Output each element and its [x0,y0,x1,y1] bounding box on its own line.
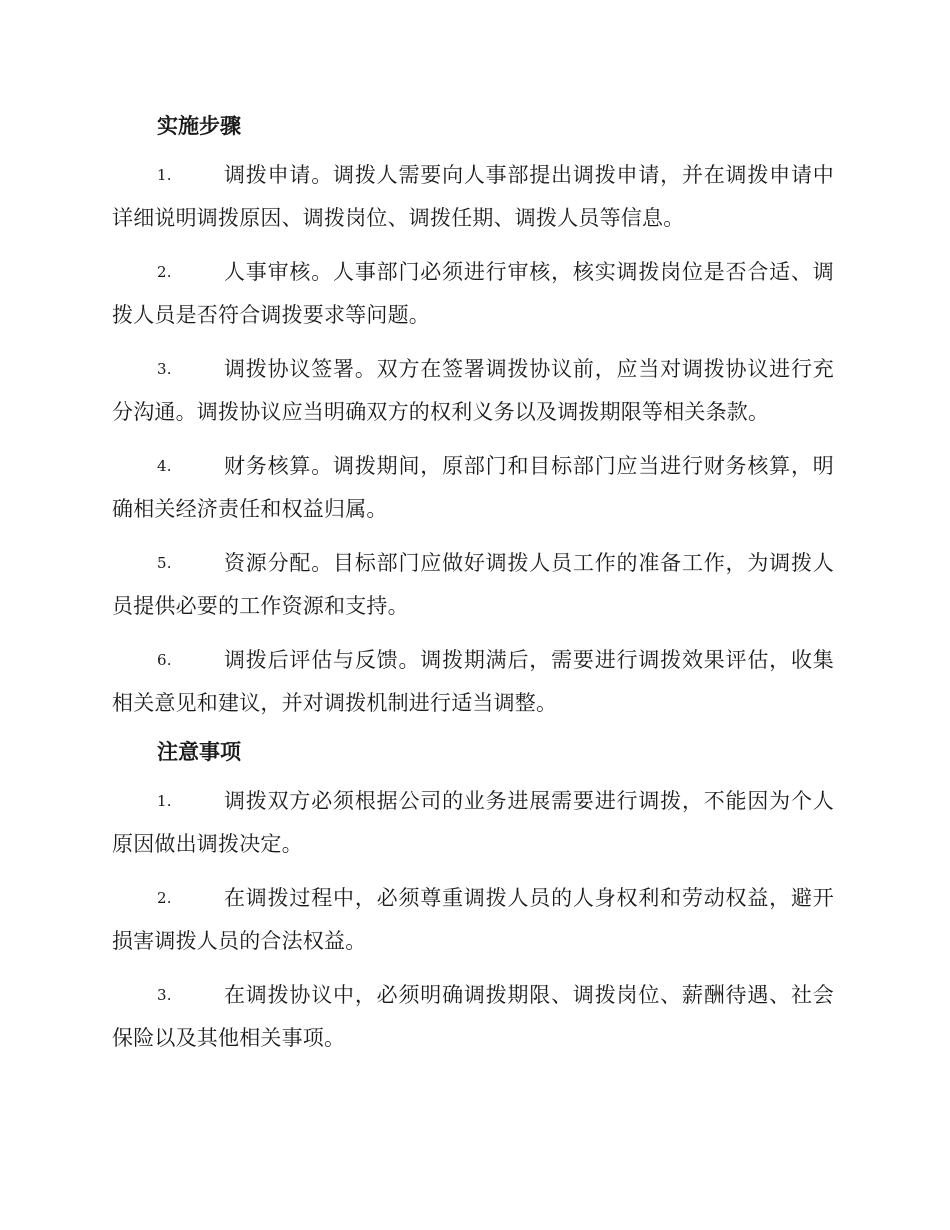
list-item [112,348,834,434]
section-heading-notes: 注意事项 [157,740,241,764]
section-heading-implementation-steps: 实施步骤 [157,114,241,138]
list-item-text: 财务核算。调拨期间，原部门和目标部门应当进行财务核算，明确相关经济责任和权益归属。 [112,454,834,521]
list-item [112,780,834,866]
list-item [112,542,834,628]
list-item [112,974,834,1060]
list-item [112,251,834,337]
list-item-number: 3. [157,360,172,378]
list-item [112,877,834,963]
document-page [112,110,834,1071]
list-item-number: 5. [157,554,172,572]
list-item [112,639,834,725]
list-item-text: 资源分配。目标部门应做好调拨人员工作的准备工作，为调拨人员提供必要的工作资源和支持。 [112,551,834,618]
list-item-text: 调拨申请。调拨人需要向人事部提出调拨申请，并在调拨申请中详细说明调拨原因、调拨岗位、调拨任期、调拨人员等信息。 [112,163,834,230]
list-item-text: 在调拨协议中，必须明确调拨期限、调拨岗位、薪酬待遇、社会保险以及其他相关事项。 [112,983,834,1050]
list-item-number: 1. [157,792,172,810]
list-item-number: 2. [157,263,172,281]
list-item-number: 2. [157,889,172,907]
list-item-number: 4. [157,457,172,475]
list-item [112,154,834,240]
list-item-text: 调拨双方必须根据公司的业务进展需要进行调拨，不能因为个人原因做出调拨决定。 [112,789,834,856]
list-item-number: 1. [157,166,172,184]
list-item [112,445,834,531]
list-item-number: 6. [157,651,172,669]
list-item-text: 人事审核。人事部门必须进行审核，核实调拨岗位是否合适、调拨人员是否符合调拨要求等问题。 [112,260,834,327]
list-item-text: 在调拨过程中，必须尊重调拨人员的人身权利和劳动权益，避开损害调拨人员的合法权益。 [112,886,834,953]
list-item-text: 调拨后评估与反馈。调拨期满后，需要进行调拨效果评估，收集相关意见和建议，并对调拨机制进行适当调整。 [112,648,834,715]
list-item-number: 3. [157,986,172,1004]
list-item-text: 调拨协议签署。双方在签署调拨协议前，应当对调拨协议进行充分沟通。调拨协议应当明确双方的权利义务以及调拨期限等相关条款。 [112,357,834,424]
